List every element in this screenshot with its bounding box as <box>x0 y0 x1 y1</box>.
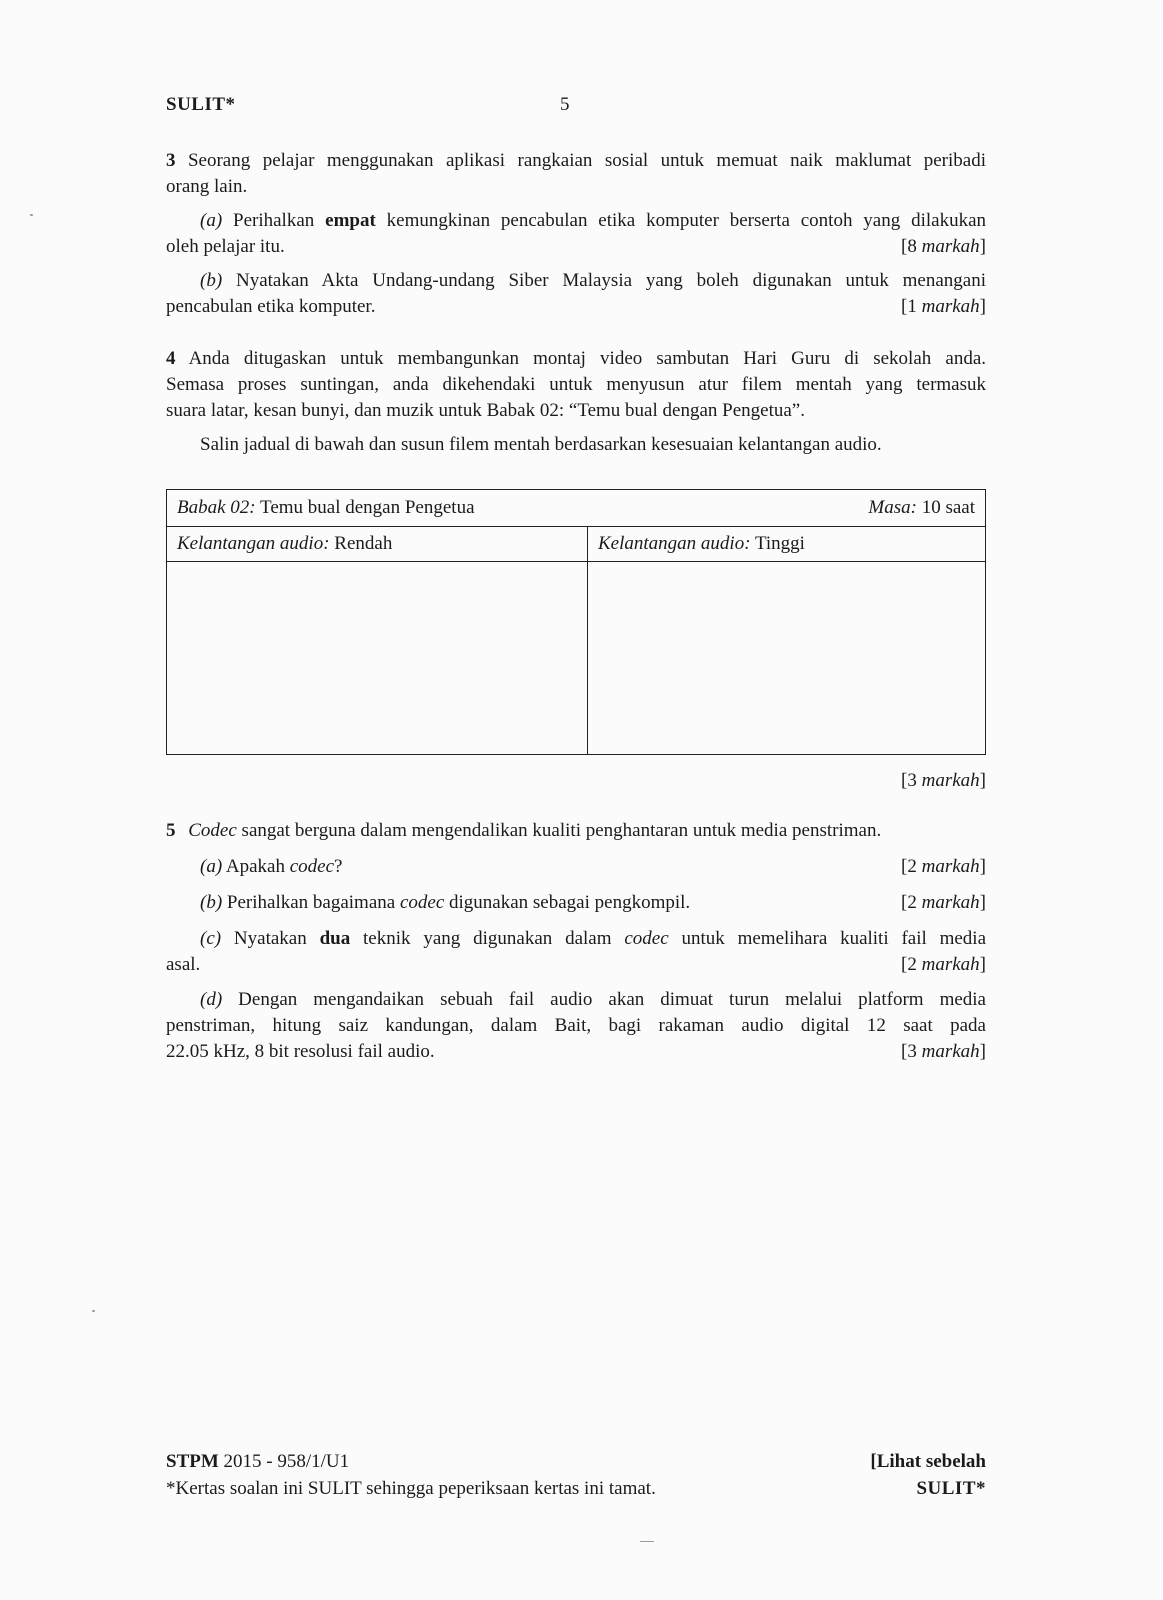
q4-para1-line1 <box>166 346 986 372</box>
audio-arrangement-table <box>166 489 986 755</box>
q3a-text-pre: Perihalkan <box>233 210 315 231</box>
q5a-label: (a) <box>200 856 223 877</box>
answer-cell-high <box>588 562 986 755</box>
q5b-line <box>200 890 986 916</box>
table-row-answer <box>167 562 986 755</box>
q3a-label: (a) <box>200 210 223 231</box>
q3a-bold-word: empat <box>325 210 376 231</box>
scan-speck <box>640 1541 654 1542</box>
q5d-text1: Dengan mengandaikan sebuah fail audio akan dimuat turun melalui platform media <box>238 989 986 1010</box>
exam-code <box>166 1448 349 1475</box>
q5d-line1 <box>200 987 986 1013</box>
exam-code-number: 2015 - 958/1/U1 <box>223 1451 350 1472</box>
q4-number: 4 <box>166 348 176 369</box>
q5b-marks: [2 markah] <box>901 892 986 913</box>
q3b-line1 <box>200 268 986 294</box>
exam-code-bold: STPM <box>166 1451 219 1472</box>
q3b-label: (b) <box>200 270 223 291</box>
q5d-label: (d) <box>200 989 223 1010</box>
q3b-line2 <box>166 294 986 320</box>
q5b-label: (b) <box>200 892 223 913</box>
q5d-line2: penstriman, hitung saiz kandungan, dalam Bait, bagi rakaman audio digital 12 saat pada <box>166 1015 986 1036</box>
q5b-text-pre: Perihalkan bagaimana <box>226 892 396 913</box>
q5b-italic: codec <box>399 892 445 913</box>
q5-number: 5 <box>166 820 176 841</box>
q3b-text: Nyatakan Akta Undang-undang Siber Malaysia yang boleh digunakan untuk menangani <box>235 270 987 291</box>
q5c-italic: codec <box>624 928 669 949</box>
q5c-line1 <box>200 926 986 952</box>
q5c-bold: dua <box>319 928 351 949</box>
time-field: Masa: 10 saat <box>868 497 975 518</box>
q3-stem-line2: orang lain. <box>166 176 248 197</box>
q3-stem-line1 <box>166 148 986 174</box>
q3b-text-end: pencabulan etika komputer. <box>166 296 376 317</box>
q3a-marks: [8 markah] <box>901 236 986 257</box>
q5b-text-post: digunakan sebagai pengkompil. <box>449 892 691 913</box>
q5a-line <box>200 854 986 880</box>
q5a-italic: codec <box>289 856 335 877</box>
scan-speck <box>92 1310 95 1312</box>
table-row-scene <box>167 490 986 527</box>
q3a-text-post: kemungkinan pencabulan etika komputer berserta contoh yang dilakukan <box>386 210 987 231</box>
scene-cell <box>167 490 986 527</box>
q4-text1: Anda ditugaskan untuk membangunkan montaj video sambutan Hari Guru di sekolah anda. <box>188 348 987 369</box>
col-low-header: Kelantangan audio: Rendah <box>167 527 588 562</box>
q3-stem-text: Seorang pelajar menggunakan aplikasi rangkaian sosial untuk memuat naik maklumat peribadi <box>187 150 987 171</box>
scene-label: Babak 02: <box>177 497 256 518</box>
q5a-marks: [2 markah] <box>901 856 986 877</box>
table-row-headers <box>167 527 986 562</box>
confidential-header: SULIT* <box>166 94 236 115</box>
q5a-text: Apakah <box>225 856 285 877</box>
q5c-line2 <box>166 952 986 978</box>
footer-confidential: SULIT* <box>916 1478 986 1499</box>
q4-marks: [3 markah] <box>901 770 986 791</box>
q3a-text-end: oleh pelajar itu. <box>166 236 285 257</box>
scene-value: Temu bual dengan Pengetua <box>260 497 475 518</box>
confidential-note: *Kertas soalan ini SULIT sehingga peperiksaan kertas ini tamat. <box>166 1478 656 1499</box>
q3a-line2 <box>166 234 986 260</box>
q5-stem <box>166 818 881 844</box>
scan-speck <box>30 214 33 216</box>
q5c-marks: [2 markah] <box>901 954 986 975</box>
q3-number: 3 <box>166 150 176 171</box>
q3a-line1 <box>200 208 986 234</box>
turn-over-label: [Lihat sebelah <box>870 1451 986 1472</box>
col-high-header: Kelantangan audio: Tinggi <box>588 527 986 562</box>
q5d-line3 <box>166 1039 986 1065</box>
q4-para2: Salin jadual di bawah dan susun filem mentah berdasarkan kesesuaian kelantangan audio. <box>200 434 882 455</box>
q5c-label: (c) <box>200 928 222 949</box>
q5-stem-word: Codec <box>188 820 237 841</box>
page-number: 5 <box>560 94 570 115</box>
q5c-text-end: asal. <box>166 954 201 975</box>
q5c-text-post: untuk memelihara kualiti fail media <box>681 928 987 949</box>
q4-para1-line2: Semasa proses suntingan, anda dikehendaki untuk menyusun atur filem mentah yang termasuk <box>166 374 986 395</box>
q4-para1-line3: suara latar, kesan bunyi, dan muzik untuk Babak 02: “Temu bual dengan Pengetua”. <box>166 400 805 421</box>
q3b-marks: [1 markah] <box>901 296 986 317</box>
q5d-marks: [3 markah] <box>901 1041 986 1062</box>
q5c-text-pre: Nyatakan <box>233 928 307 949</box>
q5-stem-text: sangat berguna dalam mengendalikan kualiti penghantaran untuk media penstriman. <box>241 820 882 841</box>
answer-cell-low <box>167 562 588 755</box>
q5d-text3: 22.05 kHz, 8 bit resolusi fail audio. <box>166 1041 435 1062</box>
q5c-text-mid: teknik yang digunakan dalam <box>363 928 612 949</box>
q5a-end: ? <box>334 856 343 877</box>
